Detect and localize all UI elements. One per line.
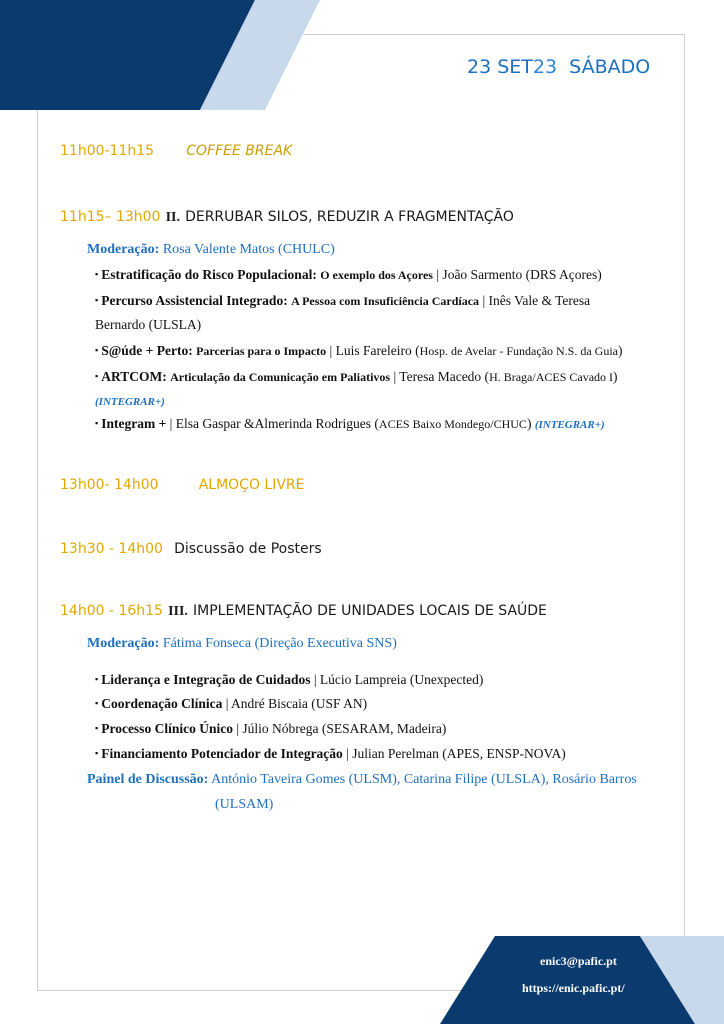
list-item: ▪ Percurso Assistencial Integrado: A Pessoa com Insuficiência Cardíaca | Inês Vale & Teresa (95, 293, 591, 308)
session-2-heading: 11h15– 13h00 II. DERRUBAR SILOS, REDUZIR A FRAGMENTAÇÃO (60, 209, 514, 225)
list-item: ▪ Processo Clínico Único | Júlio Nóbrega (SESARAM, Madeira) (95, 721, 447, 736)
list-item: ▪ Financiamento Potenciador de Integração | Julian Perelman (APES, ENSP-NOVA) (95, 746, 566, 761)
discussion-panel-continuation: (ULSAM) (215, 797, 274, 812)
footer-website-link[interactable]: https://enic.pafic.pt/ (522, 981, 625, 995)
discussion-panel: Painel de Discussão: António Taveira Gomes (ULSM), Catarina Filipe (ULSLA), Rosário Barros (87, 772, 637, 787)
footer-decoration (440, 936, 724, 1024)
list-item: ▪ ARTCOM: Articulação da Comunicação em Paliativos | Teresa Macedo (H. Braga/ACES Cavado I) (95, 369, 618, 384)
session-3-moderation: Moderação: Fátima Fonseca (Direção Executiva SNS) (87, 636, 397, 651)
list-item: ▪ S@úde + Perto: Parcerias para o Impacto | Luis Fareleiro (Hosp. de Avelar - Fundação N.S. da Guia) (95, 343, 623, 358)
coffee-time: 11h00-11h15 (60, 143, 155, 159)
list-item-continuation: (INTEGRAR+) (95, 396, 165, 408)
list-item-continuation: Bernardo (ULSLA) (95, 317, 202, 332)
lunch-row: 13h00- 14h00 ALMOÇO LIVRE (60, 477, 305, 493)
session-2-moderation: Moderação: Rosa Valente Matos (CHULC) (87, 242, 335, 257)
posters-row: 13h30 - 14h00 Discussão de Posters (60, 541, 322, 557)
list-item: ▪ Liderança e Integração de Cuidados | Lúcio Lampreia (Unexpected) (95, 672, 484, 687)
footer-email-link[interactable]: enic3@pafic.pt (540, 954, 617, 968)
event-date: 23 SET23 SÁBADO (467, 56, 651, 78)
header-decoration (0, 0, 330, 115)
list-item: ▪ Integram + | Elsa Gaspar &Almerinda Rodrigues (ACES Baixo Mondego/CHUC) (INTEGRAR+) (95, 416, 605, 431)
list-item: ▪ Estratificação do Risco Populacional: O exemplo dos Açores | João Sarmento (DRS Açores) (95, 267, 602, 282)
list-item: ▪ Coordenação Clínica | André Biscaia (USF AN) (95, 696, 368, 711)
session-3-heading: 14h00 - 16h15 III. IMPLEMENTAÇÃO DE UNIDADES LOCAIS DE SAÚDE (60, 603, 547, 619)
coffee-title: COFFEE BREAK (186, 143, 293, 159)
coffee-break-row (60, 140, 292, 159)
page-frame (37, 34, 685, 991)
